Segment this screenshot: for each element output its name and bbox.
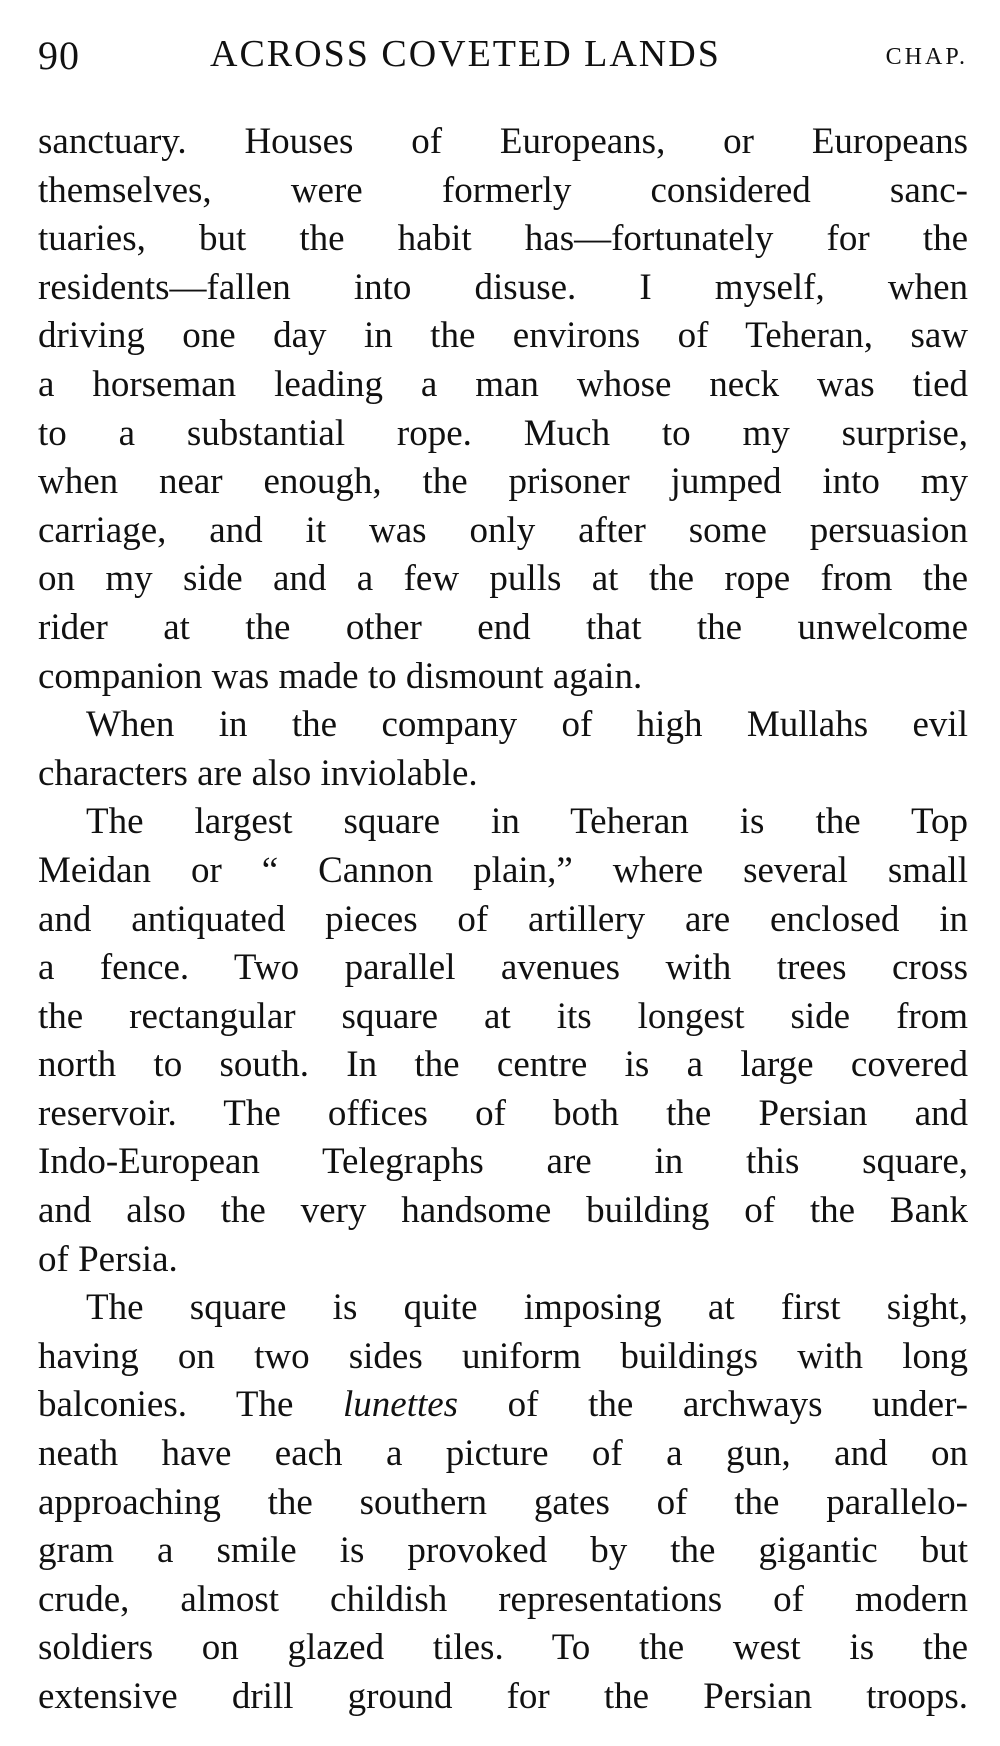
text-line: driving one day in the environs of Teheran, saw	[38, 315, 968, 357]
paragraph	[38, 118, 968, 701]
text-line: and antiquated pieces of artillery are enclosed in	[38, 898, 968, 940]
text-line: companion was made to dismount again.	[38, 655, 643, 697]
text-line: a horseman leading a man whose neck was tied	[38, 363, 968, 405]
text-line: extensive drill ground for the Persian troops.	[38, 1676, 968, 1717]
text-line: a fence. Two parallel avenues with trees cross	[38, 947, 968, 989]
text-line: sanctuary. Houses of Europeans, or Europeans	[38, 121, 968, 162]
text-line: approaching the southern gates of the parallelo-	[38, 1481, 968, 1523]
text-line: neath have each a picture of a gun, and on	[38, 1433, 968, 1475]
text-line: the rectangular square at its longest side from	[38, 995, 968, 1037]
text-line-with-italic	[38, 1381, 968, 1430]
body-text	[38, 118, 968, 1722]
paragraph	[38, 701, 968, 798]
text-line: The square is quite imposing at first sight,	[86, 1287, 968, 1329]
text-line: and also the very handsome building of the Bank	[38, 1190, 968, 1232]
text-line: crude, almost childish representations of modern	[38, 1578, 968, 1620]
chapter-label: CHAP.	[885, 44, 968, 70]
text-line: soldiers on glazed tiles. To the west is the	[38, 1627, 968, 1669]
text-line: themselves, were formerly considered sanc-	[38, 169, 968, 211]
text-line: north to south. In the centre is a large covered	[38, 1044, 968, 1086]
text-line: tuaries, but the habit has—fortunately for the	[38, 218, 968, 260]
text-fragment: balconies. The	[38, 1384, 343, 1426]
text-line: rider at the other end that the unwelcome	[38, 606, 968, 648]
running-head	[38, 28, 968, 88]
text-line: having on two sides uniform buildings with long	[38, 1335, 968, 1377]
text-line: characters are also inviolable.	[38, 752, 478, 794]
paragraph	[38, 1284, 968, 1721]
text-line: gram a smile is provoked by the gigantic but	[38, 1530, 968, 1572]
text-line: on my side and a few pulls at the rope from the	[38, 558, 968, 600]
text-line: to a substantial rope. Much to my surprise,	[38, 412, 968, 454]
text-line: Indo-European Telegraphs are in this square,	[38, 1141, 968, 1183]
text-line: Meidan or “ Cannon plain,” where several small	[38, 849, 968, 891]
running-title: ACROSS COVETED LANDS	[210, 33, 721, 75]
text-line: When in the company of high Mullahs evil	[86, 704, 968, 746]
text-fragment: of the archways under-	[458, 1384, 968, 1426]
text-line: The largest square in Teheran is the Top	[86, 801, 968, 843]
italic-word: lunettes	[343, 1384, 459, 1426]
page-number: 90	[38, 33, 80, 78]
text-line: reservoir. The offices of both the Persian and	[38, 1092, 968, 1134]
text-line: residents—fallen into disuse. I myself, when	[38, 266, 968, 308]
text-line: carriage, and it was only after some persuasion	[38, 509, 968, 551]
text-line: of Persia.	[38, 1238, 178, 1280]
paragraph	[38, 798, 968, 1284]
text-line: when near enough, the prisoner jumped into my	[38, 461, 968, 503]
